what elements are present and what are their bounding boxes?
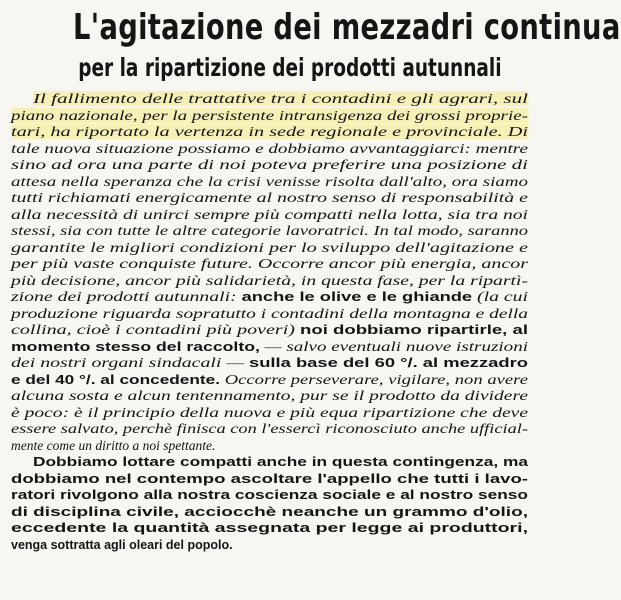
article-line xyxy=(11,520,528,537)
italic-text: alla necessità di unirci sempre più compatti nella lotta, sia tra noi xyxy=(11,206,529,222)
article-line xyxy=(11,471,528,488)
bold-text: ratori rivolgono alla nostra coscienza sociale e al nostro senso xyxy=(11,488,528,502)
article-line xyxy=(11,339,528,356)
italic-text: piano nazionale, per la persistente intransigenza dei grossi proprie- xyxy=(11,107,528,123)
italic-text: mente come un diritto a noi spettante. xyxy=(11,437,216,453)
article-line-text xyxy=(11,108,528,125)
article-line-text xyxy=(11,190,528,207)
article-line xyxy=(11,504,528,521)
italic-text: alcuna sosta e alcun tentennamento, pur se il prodotto da dividere xyxy=(11,388,528,403)
italic-text: zione dei prodotti autunnali: xyxy=(11,289,242,304)
article-line-text xyxy=(33,454,528,471)
article-line xyxy=(11,289,528,306)
article-line xyxy=(11,273,528,290)
italic-text: sino ad ora una parte di noi poteva preferire una posizione di xyxy=(11,157,528,172)
bold-text: anche le olive e le ghiande xyxy=(241,290,473,304)
italic-text: produzione riguarda sopratutto i contadini della montagna e della xyxy=(11,305,528,321)
italic-text: — salvo eventuali nuove istruzioni xyxy=(259,338,529,354)
italic-text: Occorre perseverare, vigilare, non avere xyxy=(220,371,528,387)
article-line-text xyxy=(11,240,528,257)
article-line-text xyxy=(11,207,528,224)
article-line xyxy=(11,454,528,471)
article-line xyxy=(11,438,528,455)
bold-text: Dobbiamo lottare compatti anche in questa contingenza, ma xyxy=(33,455,528,469)
bold-text: di disciplina civile, acciocchè neanche un grammo d'olio, xyxy=(11,504,528,519)
article-line-text xyxy=(11,537,233,554)
italic-text: è poco: è il principio della nuova e più equa ripartizione che deve xyxy=(11,404,529,420)
italic-text: garantite le migliori condizioni per lo sviluppo dell'agitazione e xyxy=(11,239,528,255)
article-line-text xyxy=(11,306,528,323)
bold-text: momento stesso del raccolto, xyxy=(11,339,260,354)
italic-text: dei nostri organi sindacali — xyxy=(11,355,249,370)
article-line-text xyxy=(11,520,528,537)
article-line-text xyxy=(11,124,528,141)
article-line-text xyxy=(11,487,528,504)
italic-text: attesa nella speranza che la crisi venisse risolta dall'alto, ora siamo xyxy=(11,173,529,189)
article-line xyxy=(11,190,528,207)
article-line-text xyxy=(11,405,528,422)
article-line xyxy=(11,124,528,141)
italic-text: tari, ha riportato la vertenza in sede regionale e provinciale. Di xyxy=(11,124,528,139)
article-headline: L'agitazione dei mezzadri continua xyxy=(73,7,621,48)
article-line xyxy=(11,487,528,504)
article-line xyxy=(11,256,528,273)
article-line xyxy=(11,537,528,554)
article-line-text xyxy=(11,256,528,273)
article-subheadline: per la ripartizione dei prodotti autunnali xyxy=(78,53,502,82)
article-line-text xyxy=(11,471,528,488)
italic-text: stessi, sia con tutte le altre categorie lavoratrici. In tal modo, saranno xyxy=(11,223,528,238)
italic-text: più decisione, ancor più salidarietà, in questa fase, per la ripartì- xyxy=(11,272,529,288)
article-line xyxy=(11,141,528,158)
bold-text: dobbiamo nel contempo ascoltare l'appello che tutti i lavo- xyxy=(11,471,529,486)
article-line-text xyxy=(11,355,528,372)
article-line xyxy=(11,223,528,240)
article-line xyxy=(11,421,528,438)
article-line-text xyxy=(11,421,528,438)
article-line-text xyxy=(11,504,528,521)
article-line xyxy=(11,405,528,422)
italic-text: tutti richiamati energicamente al nostro senso di responsabilità e xyxy=(11,190,528,205)
italic-text: tale nuova situazione possiamo e dobbiamo avvantaggiarci: mentre xyxy=(11,140,529,156)
article-line xyxy=(11,388,528,405)
italic-text: Il fallimento delle trattative tra i contadini e gli agrari, sul xyxy=(33,91,528,106)
italic-text: collina, cioè i contadini più poveri) xyxy=(11,322,301,337)
article-line-text xyxy=(11,289,528,306)
article-line xyxy=(11,174,528,191)
article-body xyxy=(11,91,528,553)
bold-text: eccedente la quantità assegnata per legge ai produttori, xyxy=(11,521,528,535)
article-line xyxy=(11,355,528,372)
article-line xyxy=(11,322,528,339)
article-line xyxy=(11,108,528,125)
bold-text: sulla base del 60 °/. al mezzadro xyxy=(248,356,529,370)
article-line-text xyxy=(11,157,528,174)
bold-text: e del 40 °/. al concedente. xyxy=(11,372,221,387)
article-line-text xyxy=(11,388,528,405)
article-line-text xyxy=(11,339,528,356)
bold-text: noi dobbiamo ripartirle, al xyxy=(300,323,528,337)
italic-text: per più vaste conquiste future. Occorre ancor più energia, ancor xyxy=(11,256,528,271)
article-line-text xyxy=(11,372,528,389)
italic-text: (la cui xyxy=(472,289,529,304)
article-line xyxy=(11,207,528,224)
italic-text: essere salvato, perchè finisca con l'essercì riconosciuto anche ufficial- xyxy=(11,421,528,436)
article-line-text xyxy=(11,322,528,339)
article-line xyxy=(11,372,528,389)
article-line-text xyxy=(11,273,528,290)
article-line-text xyxy=(33,91,528,108)
article-line xyxy=(11,240,528,257)
article-line-text xyxy=(11,438,215,455)
article-line-text xyxy=(11,174,528,191)
article-line xyxy=(11,157,528,174)
article-line-text xyxy=(11,141,528,158)
article-line xyxy=(11,91,528,108)
article-line xyxy=(11,306,528,323)
bold-text: venga sottratta agli oleari del popolo. xyxy=(11,537,233,552)
article-line-text xyxy=(11,223,528,240)
